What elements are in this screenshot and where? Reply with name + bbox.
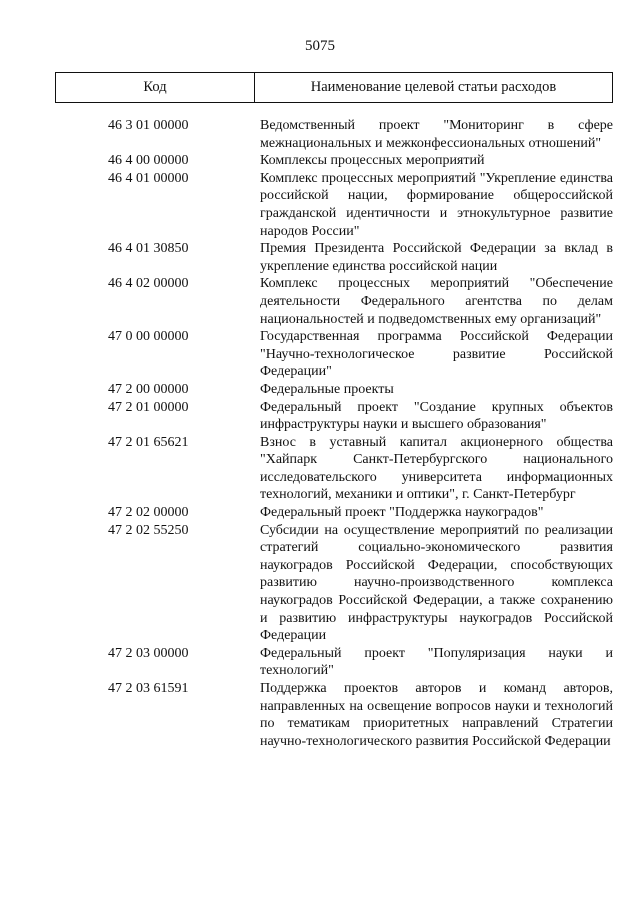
row-name: Федеральные проекты [260,381,394,397]
row-code: 46 4 00 00000 [108,153,189,169]
row-name: Ведомственный проект "Мониторинг в сфере межнациональных и межконфессиональных отношений" [260,118,613,151]
row-name: Комплексы процессных мероприятий [260,153,485,169]
page-number: 5075 [305,38,335,54]
row-name: Премия Президента Российской Федерации за вклад в укрепление единства российской нации [260,241,613,274]
row-code: 47 2 01 00000 [108,399,189,415]
row-code: 47 2 00 00000 [108,381,189,397]
column-header-name: Наименование целевой статьи расходов [310,79,557,95]
row-name: Федеральный проект "Создание крупных объектов инфраструктуры науки и высшего образования" [260,399,613,433]
row-name: Государственная программа Российской Федерации "Научно-технологическое развитие Российской Федерации" [260,329,613,380]
table-row [55,152,613,170]
row-name: Федеральный проект "Популяризация науки и технологий" [260,645,613,679]
column-header-code: Код [56,73,255,102]
table-body [55,117,613,750]
row-name: Федеральный проект "Поддержка наукоградов" [260,505,544,521]
table-row [55,381,613,399]
row-code: 46 3 01 00000 [108,118,189,133]
row-code: 47 2 03 00000 [108,645,189,661]
row-name: Поддержка проектов авторов и команд авторов, направленных на освещение вопросов науки и технологий по тематикам приоритетных направлений Стратегии научно-технологического развития Российской Федерации [260,681,613,749]
table-row [55,275,613,328]
table-row [55,328,613,381]
table-header [55,72,613,103]
row-code: 47 2 03 61591 [108,681,189,696]
table-row [55,504,613,522]
row-name: Субсидии на осуществление мероприятий по реализации стратегий социально-экономического развития наукоградов Российской Федерации, способствующих развитию научно-производственного комплекса наукоградов Российской Федерации, а также сохранению и развитию инфраструктуры наукоградов Российской Федерации [260,522,613,644]
row-name: Комплекс процессных мероприятий "Обеспечение деятельности Федерального агентства по делам национальностей и подведомственных ему организаций" [260,276,613,327]
row-code: 46 4 02 00000 [108,276,189,292]
table-row [55,522,613,645]
row-code: 47 2 02 55250 [108,522,189,538]
row-code: 46 4 01 30850 [108,241,189,257]
table-row [55,240,613,275]
table-row [55,434,613,504]
row-code: 47 0 00 00000 [108,329,189,345]
row-code: 47 2 01 65621 [108,434,189,450]
row-code: 47 2 02 00000 [108,505,189,521]
table-row [55,170,613,240]
row-code: 46 4 01 00000 [108,170,189,186]
table-row [55,399,613,434]
table-row [55,645,613,680]
table-row [55,117,613,152]
row-name: Комплекс процессных мероприятий "Укрепление единства российской нации, формирование общероссийской гражданской идентичности и этнокультурное развитие народов России" [260,170,613,239]
row-name: Взнос в уставный капитал акционерного общества "Хайпарк Санкт-Петербургского национального исследовательского университета информационных технологий, механики и оптики", г. Санкт-Петербург [260,434,613,503]
table-row [55,680,613,750]
